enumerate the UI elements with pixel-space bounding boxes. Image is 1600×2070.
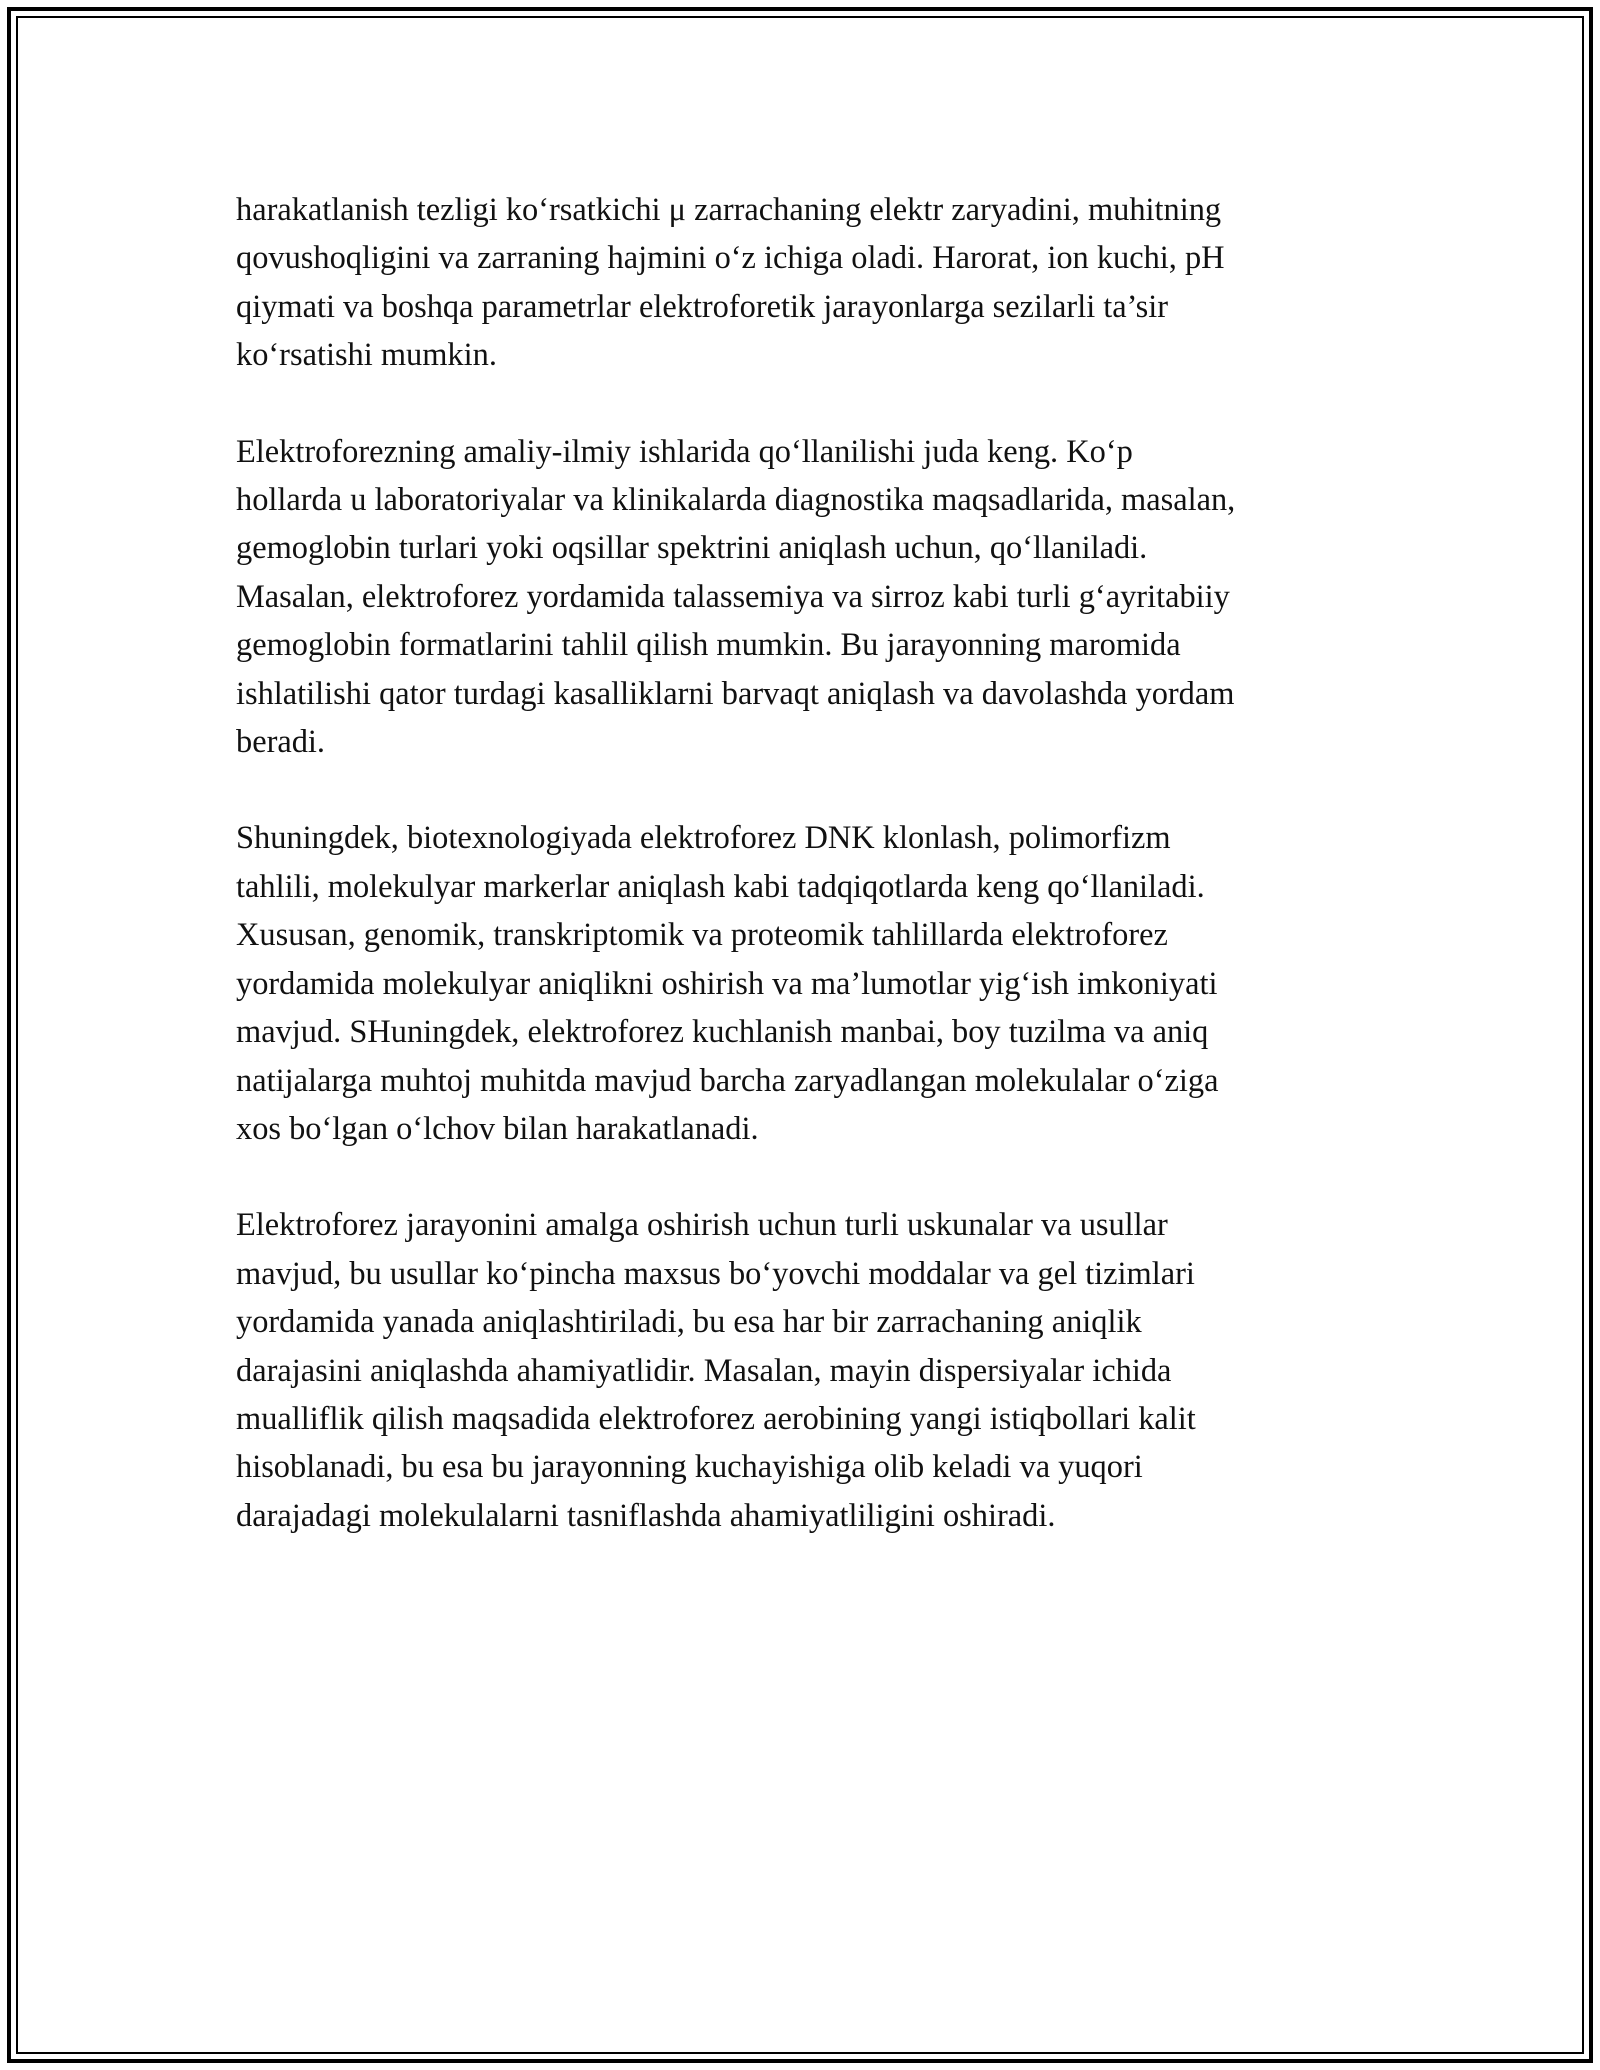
text-line: beradi. [236, 724, 326, 761]
text-line: Elektroforez jarayonini amalga oshirish uchun turli uskunalar va usullar [236, 1207, 1168, 1244]
text-line: tahlili, molekulyar markerlar aniqlash kabi tadqiqotlarda keng qo‘llaniladi. [236, 868, 1205, 905]
paragraph-mobility-factors [236, 186, 1374, 380]
text-line: mualliflik qilish maqsadida elektroforez aerobining yangi istiqbollari kalit [236, 1400, 1196, 1437]
text-line: hisoblanadi, bu esa bu jarayonning kuchayishiga olib keladi va yuqori [236, 1449, 1143, 1486]
text-line: qovushoqligini va zarraning hajmini o‘z ichiga oladi. Harorat, ion kuchi, pH [236, 240, 1225, 277]
text-line: ishlatilishi qator turdagi kasalliklarni barvaqt aniqlash va davolashda yordam [236, 675, 1235, 712]
document-body [236, 186, 1374, 1588]
text-line: harakatlanish tezligi ko‘rsatkichi μ zarrachaning elektr zaryadini, muhitning [236, 192, 1222, 228]
text-line: mavjud, bu usullar ko‘pincha maxsus bo‘yovchi moddalar va gel tizimlari [236, 1255, 1195, 1292]
text-line: mavjud. SHuningdek, elektroforez kuchlanish manbai, boy tuzilma va aniq [236, 1014, 1209, 1051]
text-line: Masalan, elektroforez yordamida talassemiya va sirroz kabi turli g‘ayritabiiy [236, 578, 1230, 615]
text-line: hollarda u laboratoriyalar va klinikalarda diagnostika maqsadlarida, masalan, [236, 482, 1236, 519]
text-line: xos bo‘lgan o‘lchov bilan harakatlanadi. [236, 1110, 759, 1147]
text-line: gemoglobin turlari yoki oqsillar spektrini aniqlash uchun, qo‘llaniladi. [236, 530, 1148, 567]
text-line: Xususan, genomik, transkriptomik va proteomik tahlillarda elektroforez [236, 917, 1168, 954]
paragraph-biotechnology [236, 814, 1374, 1153]
text-line: ko‘rsatishi mumkin. [236, 337, 497, 374]
text-line: darajadagi molekulalarni tasniflashda ahamiyatliligini oshiradi. [236, 1497, 1056, 1534]
text-line: Elektroforezning amaliy-ilmiy ishlarida qo‘llanilishi juda keng. Ko‘p [236, 433, 1133, 470]
paragraph-methods-equipment [236, 1201, 1374, 1540]
text-line: qiymati va boshqa parametrlar elektroforetik jarayonlarga sezilarli ta’sir [236, 288, 1169, 325]
text-line: darajasini aniqlashda ahamiyatlidir. Masalan, mayin dispersiyalar ichida [236, 1352, 1172, 1389]
text-line: natijalarga muhtoj muhitda mavjud barcha zaryadlangan molekulalar o‘ziga [236, 1062, 1219, 1099]
text-line: Shuningdek, biotexnologiyada elektroforez DNK klonlash, polimorfizm [236, 820, 1171, 857]
text-line: yordamida yanada aniqlashtiriladi, bu esa har bir zarrachaning aniqlik [236, 1304, 1142, 1341]
text-line: yordamida molekulyar aniqlikni oshirish va ma’lumotlar yig‘ish imkoniyati [236, 965, 1218, 1002]
paragraph-clinical-applications [236, 428, 1374, 767]
text-line: gemoglobin formatlarini tahlil qilish mumkin. Bu jarayonning maromida [236, 627, 1181, 664]
